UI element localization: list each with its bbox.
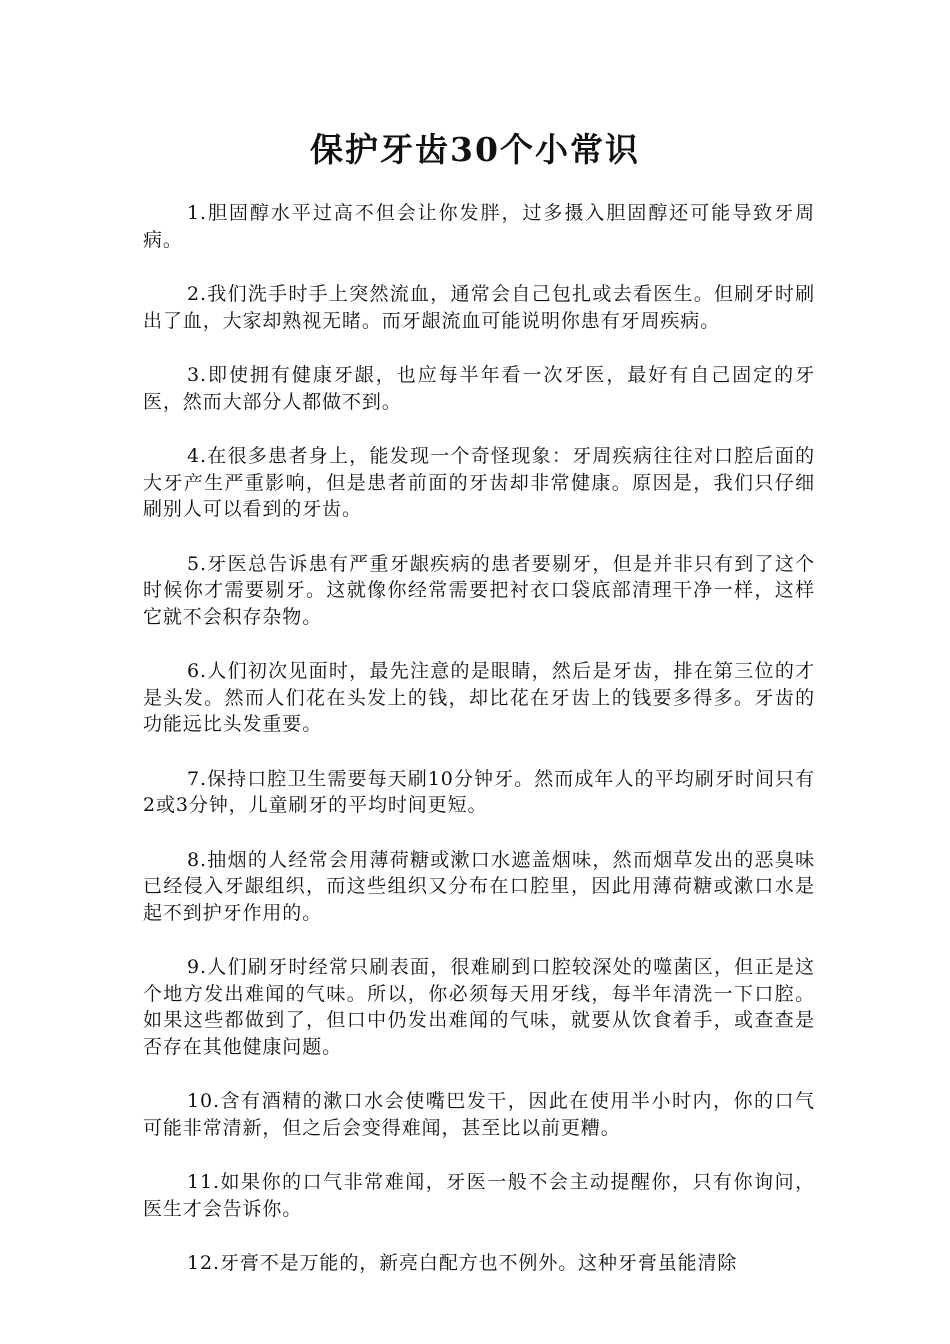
paragraph-7: 7.保持口腔卫生需要每天刷10分钟牙。然而成年人的平均刷牙时间只有2或3分钟，儿童刷牙的平均时间更短。: [143, 767, 815, 816]
paragraph-1: 1.胆固醇水平过高不但会让你发胖，过多摄入胆固醇还可能导致牙周病。: [143, 202, 815, 251]
paragraph-5: 5.牙医总告诉患有严重牙龈疾病的患者要剔牙，但是并非只有到了这个时候你才需要剔牙。这就像你经常需要把衬衣口袋底部清理干净一样，这样它就不会积存杂物。: [143, 552, 815, 628]
document-title: 保护牙齿30个小常识: [310, 130, 640, 169]
paragraph-6: 6.人们初次见面时，最先注意的是眼睛，然后是牙齿，排在第三位的才是头发。然而人们花在头发上的钱，却比花在牙齿上的钱要多得多。牙齿的功能远比头发重要。: [143, 660, 815, 735]
paragraph-2: 2.我们洗手时手上突然流血，通常会自己包扎或去看医生。但刷牙时刷出了血，大家却熟视无睹。而牙龈流血可能说明你患有牙周疾病。: [143, 283, 815, 332]
paragraph-11: 11.如果你的口气非常难闻，牙医一般不会主动提醒你，只有你询问，医生才会告诉你。: [143, 1171, 815, 1220]
document-body: [143, 200, 815, 1305]
paragraph-9: 9.人们刷牙时经常只刷表面，很难刷到口腔较深处的噬菌区，但正是这个地方发出难闻的气味。所以，你必须每天用牙线，每半年清洗一下口腔。如果这些都做到了，但口中仍发出难闻的气味，就要从饮食着手，或查查是否存在其他健康问题。: [143, 956, 815, 1058]
paragraph-4: 4.在很多患者身上，能发现一个奇怪现象：牙周疾病往往对口腔后面的大牙产生严重影响，但是患者前面的牙齿却非常健康。原因是，我们只仔细刷别人可以看到的牙齿。: [143, 445, 815, 520]
paragraph-3: 3.即使拥有健康牙龈，也应每半年看一次牙医，最好有自己固定的牙医，然而大部分人都做不到。: [143, 364, 815, 413]
paragraph-8: 8.抽烟的人经常会用薄荷糖或漱口水遮盖烟味，然而烟草发出的恶臭味已经侵入牙龈组织，而这些组织又分布在口腔里，因此用薄荷糖或漱口水是起不到护牙作用的。: [143, 848, 815, 924]
paragraph-12: 12.牙膏不是万能的，新亮白配方也不例外。这种牙膏虽能清除: [187, 1252, 738, 1274]
paragraph-10: 10.含有酒精的漱口水会使嘴巴发干，因此在使用半小时内，你的口气可能非常清新，但之后会变得难闻，甚至比以前更糟。: [143, 1090, 815, 1139]
